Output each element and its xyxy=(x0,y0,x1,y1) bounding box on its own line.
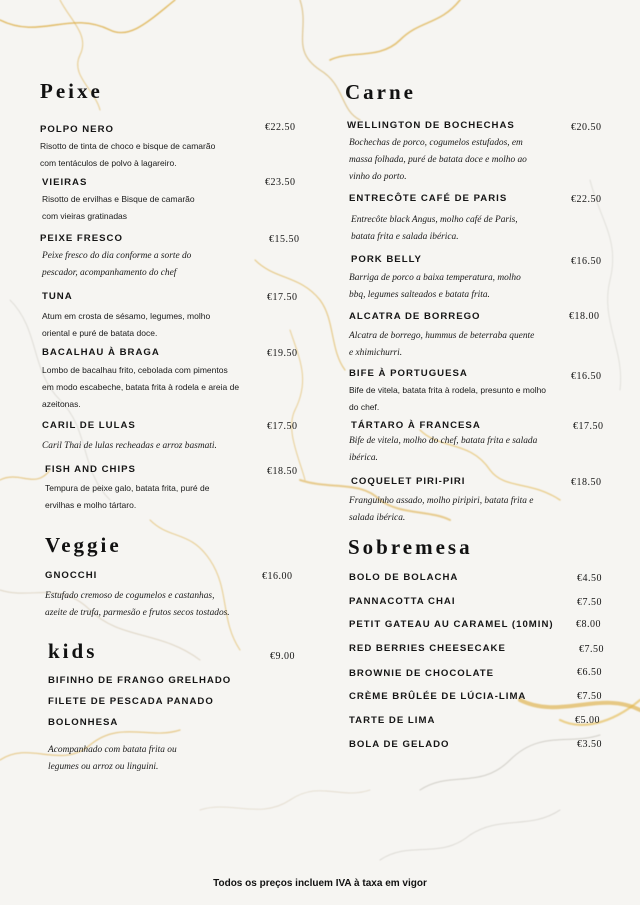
menu-item-price: €16.00 xyxy=(262,571,293,582)
menu-item-name: TÁRTARO À FRANCESA xyxy=(351,420,481,431)
menu-item-price: €17.50 xyxy=(573,421,604,432)
dessert-price: €3.50 xyxy=(577,739,602,750)
dessert-price: €5.00 xyxy=(575,715,600,726)
kids-item: BIFINHO DE FRANGO GRELHADO xyxy=(48,675,232,686)
section-title-veggie: Veggie xyxy=(45,533,122,557)
dessert-price: €6.50 xyxy=(577,667,602,678)
menu-item-name: CARIL DE LULAS xyxy=(42,420,136,431)
menu-item-description: Tempura de peixe galo, batata frita, puré de ervilhas e molho tártaro. xyxy=(45,483,210,510)
menu-item-name: GNOCCHI xyxy=(45,570,98,581)
menu-item-price: €19.50 xyxy=(267,348,298,359)
vat-footer-note: Todos os preços incluem IVA à taxa em vigor xyxy=(213,878,427,889)
menu-item-name: PORK BELLY xyxy=(351,254,422,265)
menu-item-price: €17.50 xyxy=(267,421,298,432)
section-title-kids: kids xyxy=(48,639,98,663)
menu-item-description: Lombo de bacalhau frito, cebolada com pimentos em modo escabeche, batata frita à rodela e areia de azeitonas. xyxy=(42,365,240,409)
dessert-price: €7.50 xyxy=(577,597,602,608)
dessert-name: TARTE DE LIMA xyxy=(349,715,436,726)
menu-item-name: FISH AND CHIPS xyxy=(45,464,136,475)
dessert-price: €7.50 xyxy=(579,644,604,655)
menu-item-description: Bife de vitela, batata frita à rodela, presunto e molho do chef. xyxy=(349,385,547,412)
menu-item-name: POLPO NERO xyxy=(40,124,114,135)
menu-item-price: €18.50 xyxy=(267,466,298,477)
menu-item-name: BIFE À PORTUGUESA xyxy=(349,368,468,379)
menu-item-description: Alcatra de borrego, hummus de beterraba quente e xhimichurri. xyxy=(349,331,535,358)
menu-item-name: VIEIRAS xyxy=(42,177,88,188)
kids-item: FILETE DE PESCADA PANADO xyxy=(48,696,214,707)
kids-item: BOLONHESA xyxy=(48,717,119,728)
menu-item-description: Entrecôte black Angus, molho café de Paris, batata frita e salada ibérica. xyxy=(351,215,518,242)
menu-item-price: €22.50 xyxy=(571,194,602,205)
kids-note: Acompanhado com batata frita ou legumes ou arroz ou linguini. xyxy=(48,745,177,772)
menu-item-name: COQUELET PIRI-PIRI xyxy=(351,476,466,487)
menu-item-price: €15.50 xyxy=(269,234,300,245)
dessert-name: BOLA DE GELADO xyxy=(349,739,450,750)
menu-item-name: WELLINGTON DE BOCHECHAS xyxy=(347,120,515,131)
menu-item-price: €18.00 xyxy=(569,311,600,322)
menu-item-description: Bochechas de porco, cogumelos estufados, em massa folhada, puré de batata doce e molho ao vinho do porto. xyxy=(349,138,527,182)
menu-item-name: ENTRECÔTE CAFÉ DE PARIS xyxy=(349,193,508,204)
dessert-name: PETIT GATEAU AU CARAMEL (10MIN) xyxy=(349,619,554,630)
menu-item-price: €18.50 xyxy=(571,477,602,488)
menu-item-name: TUNA xyxy=(42,291,73,302)
menu-item-price: €20.50 xyxy=(571,122,602,133)
menu-item-price: €23.50 xyxy=(265,177,296,188)
menu-item-description: Franguinho assado, molho piripiri, batata frita e salada ibérica. xyxy=(349,496,534,523)
dessert-name: CRÈME BRÛLÉE DE LÚCIA-LIMA xyxy=(349,691,527,702)
dessert-name: BROWNIE DE CHOCOLATE xyxy=(349,668,495,679)
dessert-name: BOLO DE BOLACHA xyxy=(349,572,459,583)
kids-price: €9.00 xyxy=(270,651,295,662)
dessert-price: €7.50 xyxy=(577,691,602,702)
dessert-price: €8.00 xyxy=(576,619,601,630)
menu-item-description: Risotto de tinta de choco e bisque de camarão com tentáculos de polvo à lagareiro. xyxy=(40,141,216,168)
menu-item-name: BACALHAU À BRAGA xyxy=(42,347,160,358)
section-title-sobremesa: Sobremesa xyxy=(348,535,473,559)
menu-item-description: Atum em crosta de sésamo, legumes, molho oriental e puré de batata doce. xyxy=(42,311,211,338)
section-title-peixe: Peixe xyxy=(40,79,103,103)
menu-item-description: Risotto de ervilhas e Bisque de camarão com vieiras gratinadas xyxy=(42,194,195,221)
section-title-carne: Carne xyxy=(345,80,416,104)
menu-item-description: Bife de vitela, molho do chef, batata frita e salada ibérica. xyxy=(349,436,538,463)
menu-item-name: ALCATRA DE BORREGO xyxy=(349,311,481,322)
menu-item-name: PEIXE FRESCO xyxy=(40,233,123,244)
menu-item-description: Barriga de porco a baixa temperatura, molho bbq, legumes salteados e batata frita. xyxy=(349,273,521,300)
menu-item-price: €16.50 xyxy=(571,371,602,382)
dessert-name: RED BERRIES CHEESECAKE xyxy=(349,643,506,654)
dessert-price: €4.50 xyxy=(577,573,602,584)
dessert-name: PANNACOTTA CHAI xyxy=(349,596,456,607)
menu-item-price: €17.50 xyxy=(267,292,298,303)
menu-item-description: Caril Thai de lulas recheadas e arroz basmati. xyxy=(42,441,217,451)
menu-item-description: Estufado cremoso de cogumelos e castanhas, azeite de trufa, parmesão e frutos secos tostados. xyxy=(45,591,230,618)
menu-item-description: Peixe fresco do dia conforme a sorte do pescador, acompanhamento do chef xyxy=(42,251,192,278)
menu-item-price: €22.50 xyxy=(265,122,296,133)
menu-item-price: €16.50 xyxy=(571,256,602,267)
